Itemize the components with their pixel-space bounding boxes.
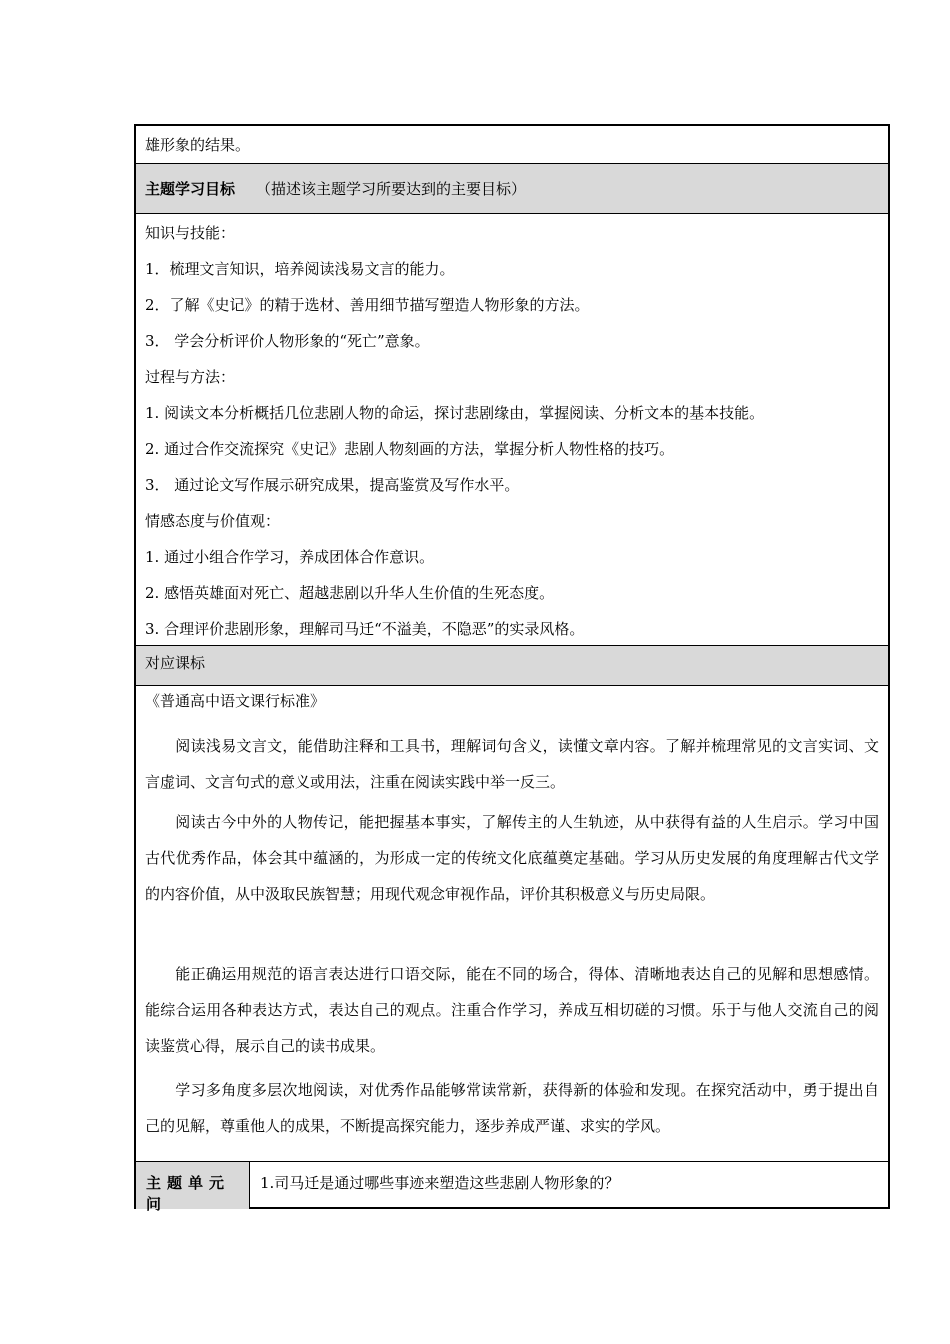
- continuation-text: 雄形象的结果。: [145, 136, 251, 154]
- emotion-item: 1. 通过小组合作学习，养成团体合作意识。: [145, 548, 435, 566]
- standards-paragraph: 能正确运用规范的语言表达进行口语交际，能在不同的场合，得体、清晰地表达自己的见解和思想感情。能综合运用各种表达方式，表达自己的观点。注重合作学习，养成互相切磋的习惯。乐于与他人交流自己的阅读鉴赏心得，展示自己的读书成果。: [145, 965, 879, 1055]
- goals-cell: [136, 214, 888, 646]
- unit-question-row: [136, 1162, 888, 1213]
- knowledge-item: 2．了解《史记》的精于选材、善用细节描写塑造人物形象的方法。: [145, 296, 590, 314]
- goal-header-title: 主题学习目标: [145, 180, 236, 198]
- unit-question-label: 主题单元问: [146, 1174, 231, 1213]
- unit-question-label-cell: [136, 1162, 250, 1213]
- unit-question-text: 1.司马迁是通过哪些事迹来塑造这些悲剧人物形象的？: [260, 1174, 620, 1192]
- knowledge-item: 1．梳理文言知识，培养阅读浅易文言的能力。: [145, 260, 455, 278]
- process-item: 1. 阅读文本分析概括几位悲剧人物的命运，探讨悲剧缘由，掌握阅读、分析文本的基本技能。: [145, 404, 765, 422]
- standards-header-title: 对应课标: [145, 654, 206, 672]
- goal-header-note: （描述该主题学习所要达到的主要目标）: [256, 180, 527, 198]
- knowledge-heading: 知识与技能：: [145, 224, 236, 242]
- emotion-heading: 情感态度与价值观：: [145, 512, 281, 530]
- lesson-plan-table: [134, 124, 890, 1213]
- standards-header-row: [136, 646, 888, 686]
- continuation-row: [136, 126, 888, 164]
- process-item: 2. 通过合作交流探究《史记》悲剧人物刻画的方法，掌握分析人物性格的技巧。: [145, 440, 675, 458]
- emotion-item: 2. 感悟英雄面对死亡、超越悲剧以升华人生价值的生死态度。: [145, 584, 555, 602]
- standards-paragraph: 阅读古今中外的人物传记，能把握基本事实，了解传主的人生轨迹，从中获得有益的人生启示。学习中国古代优秀作品，体会其中蕴涵的，为形成一定的传统文化底蕴奠定基础。学习从历史发展的角度理解古代文学的内容价值，从中汲取民族智慧；用现代观念审视作品，评价其积极意义与历史局限。: [145, 813, 879, 903]
- knowledge-item: 3． 学会分析评价人物形象的“死亡”意象。: [145, 332, 430, 350]
- emotion-item: 3. 合理评价悲剧形象，理解司马迁“不溢美，不隐恶”的实录风格。: [145, 620, 585, 638]
- standards-paragraph: 阅读浅易文言文，能借助注释和工具书，理解词句含义，读懂文章内容。了解并梳理常见的文言实词、文言虚词、文言句式的意义或用法，注重在阅读实践中举一反三。: [145, 737, 879, 791]
- standards-book-title: 《普通高中语文课行标准》: [145, 692, 326, 710]
- standards-cell: [136, 686, 888, 1162]
- goal-header-row: [136, 164, 888, 214]
- process-heading: 过程与方法：: [145, 368, 236, 386]
- standards-paragraph: 学习多角度多层次地阅读，对优秀作品能够常读常新，获得新的体验和发现。在探究活动中，勇于提出自己的见解，尊重他人的成果，不断提高探究能力，逐步养成严谨、求实的学风。: [145, 1081, 879, 1135]
- process-item: 3． 通过论文写作展示研究成果，提高鉴赏及写作水平。: [145, 476, 520, 494]
